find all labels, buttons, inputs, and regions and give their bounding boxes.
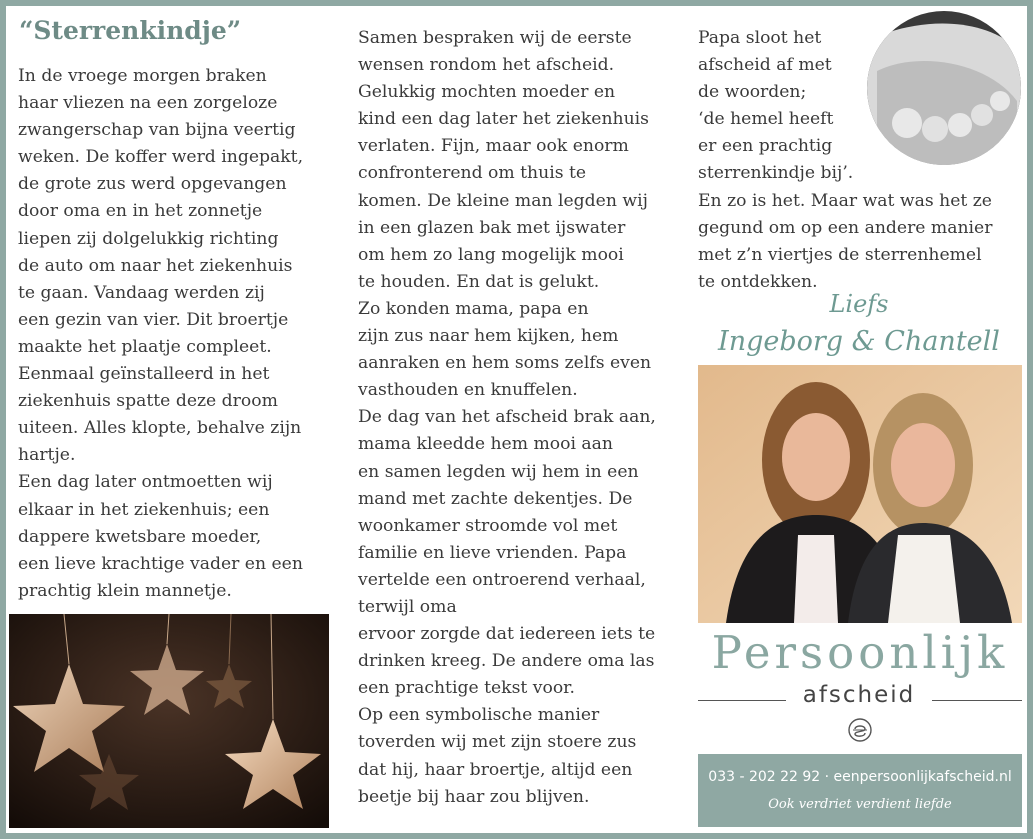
text-column-1 bbox=[18, 63, 336, 605]
paragraph: Op een symbolische manier toverden wij met zijn stoere zus dat hij, haar broertje, altijd een beetje bij haar zou blijven. bbox=[358, 705, 637, 807]
paragraph: Een dag later ontmoetten wij elkaar in het ziekenhuis; een dappere kwetsbare moeder, een lieve krachtige vader en een prachtig klein mannetje. bbox=[18, 472, 303, 601]
article-title: “Sterrenkindje” bbox=[19, 16, 242, 45]
hanging-stars-photo bbox=[9, 614, 329, 828]
paragraph: In de vroege morgen braken haar vliezen na een zorgeloze zwangerschap van bijna veertig weken. De koffer werd ingepakt, de grote zus werd opgevangen door oma en in het zonnetje liepen zij dolgelukkig richting de auto om naar het ziekenhuis te gaan. Vandaag werden zij een gezin van vier. Dit broertje maakte het plaatje compleet. Eenmaal geïnstalleerd in het ziekenhuis spatte deze droom uiteen. Alles klopte, behalve zijn hartje. bbox=[18, 66, 304, 466]
text-column-2 bbox=[358, 25, 688, 811]
paragraph: Papa sloot het afscheid af met de woorden; ‘de hemel heeft er een prachtig sterrenkindje bij’. bbox=[698, 28, 854, 184]
paragraph: En zo is het. Maar wat was het ze gegund om op een andere manier met z’n viertjes de sterrenhemel te ontdekken. bbox=[698, 190, 993, 292]
signature-greeting: Liefs bbox=[829, 290, 889, 318]
baby-feet-photo bbox=[867, 11, 1021, 165]
article-page bbox=[6, 6, 1027, 833]
contact-banner bbox=[698, 754, 1022, 827]
brand-name: Persoonlijk bbox=[711, 626, 1009, 679]
paragraph: Zo konden mama, papa en zijn zus naar hem kijken, hem aanraken en hem soms zelfs even vasthouden en knuffelen. bbox=[358, 298, 652, 401]
brand-divider-right bbox=[932, 700, 1022, 701]
portrait-photo bbox=[698, 365, 1022, 623]
contact-details: 033 - 202 22 92 · eenpersoonlijkafscheid.nl bbox=[708, 769, 1012, 785]
brand-logo-icon bbox=[847, 717, 873, 743]
paragraph: Samen bespraken wij de eerste wensen rondom het afscheid. Gelukkig mochten moeder en kind een dag later het ziekenhuis verlaten. Fijn, maar ook enorm confronterend om thuis te komen. De kleine man legden wij in een glazen bak met ijswater om hem zo lang mogelijk mooi te houden. En dat is gelukt. bbox=[358, 28, 649, 292]
signature-names: Ingeborg & Chantell bbox=[718, 326, 1000, 357]
brand-subtitle: afscheid bbox=[802, 682, 916, 708]
contact-tagline: Ook verdriet verdient liefde bbox=[768, 797, 952, 812]
paragraph: De dag van het afscheid brak aan, mama kleedde hem mooi aan en samen legden wij hem in een mand met zachte dekentjes. De woonkamer stroomde vol met familie en lieve vrienden. Papa vertelde een ontroerend verhaal, terwijl oma ervoor zorgde dat iedereen iets te drinken kreeg. De andere oma las een prachtige tekst voor. bbox=[358, 407, 656, 699]
brand-divider-left bbox=[698, 700, 786, 701]
